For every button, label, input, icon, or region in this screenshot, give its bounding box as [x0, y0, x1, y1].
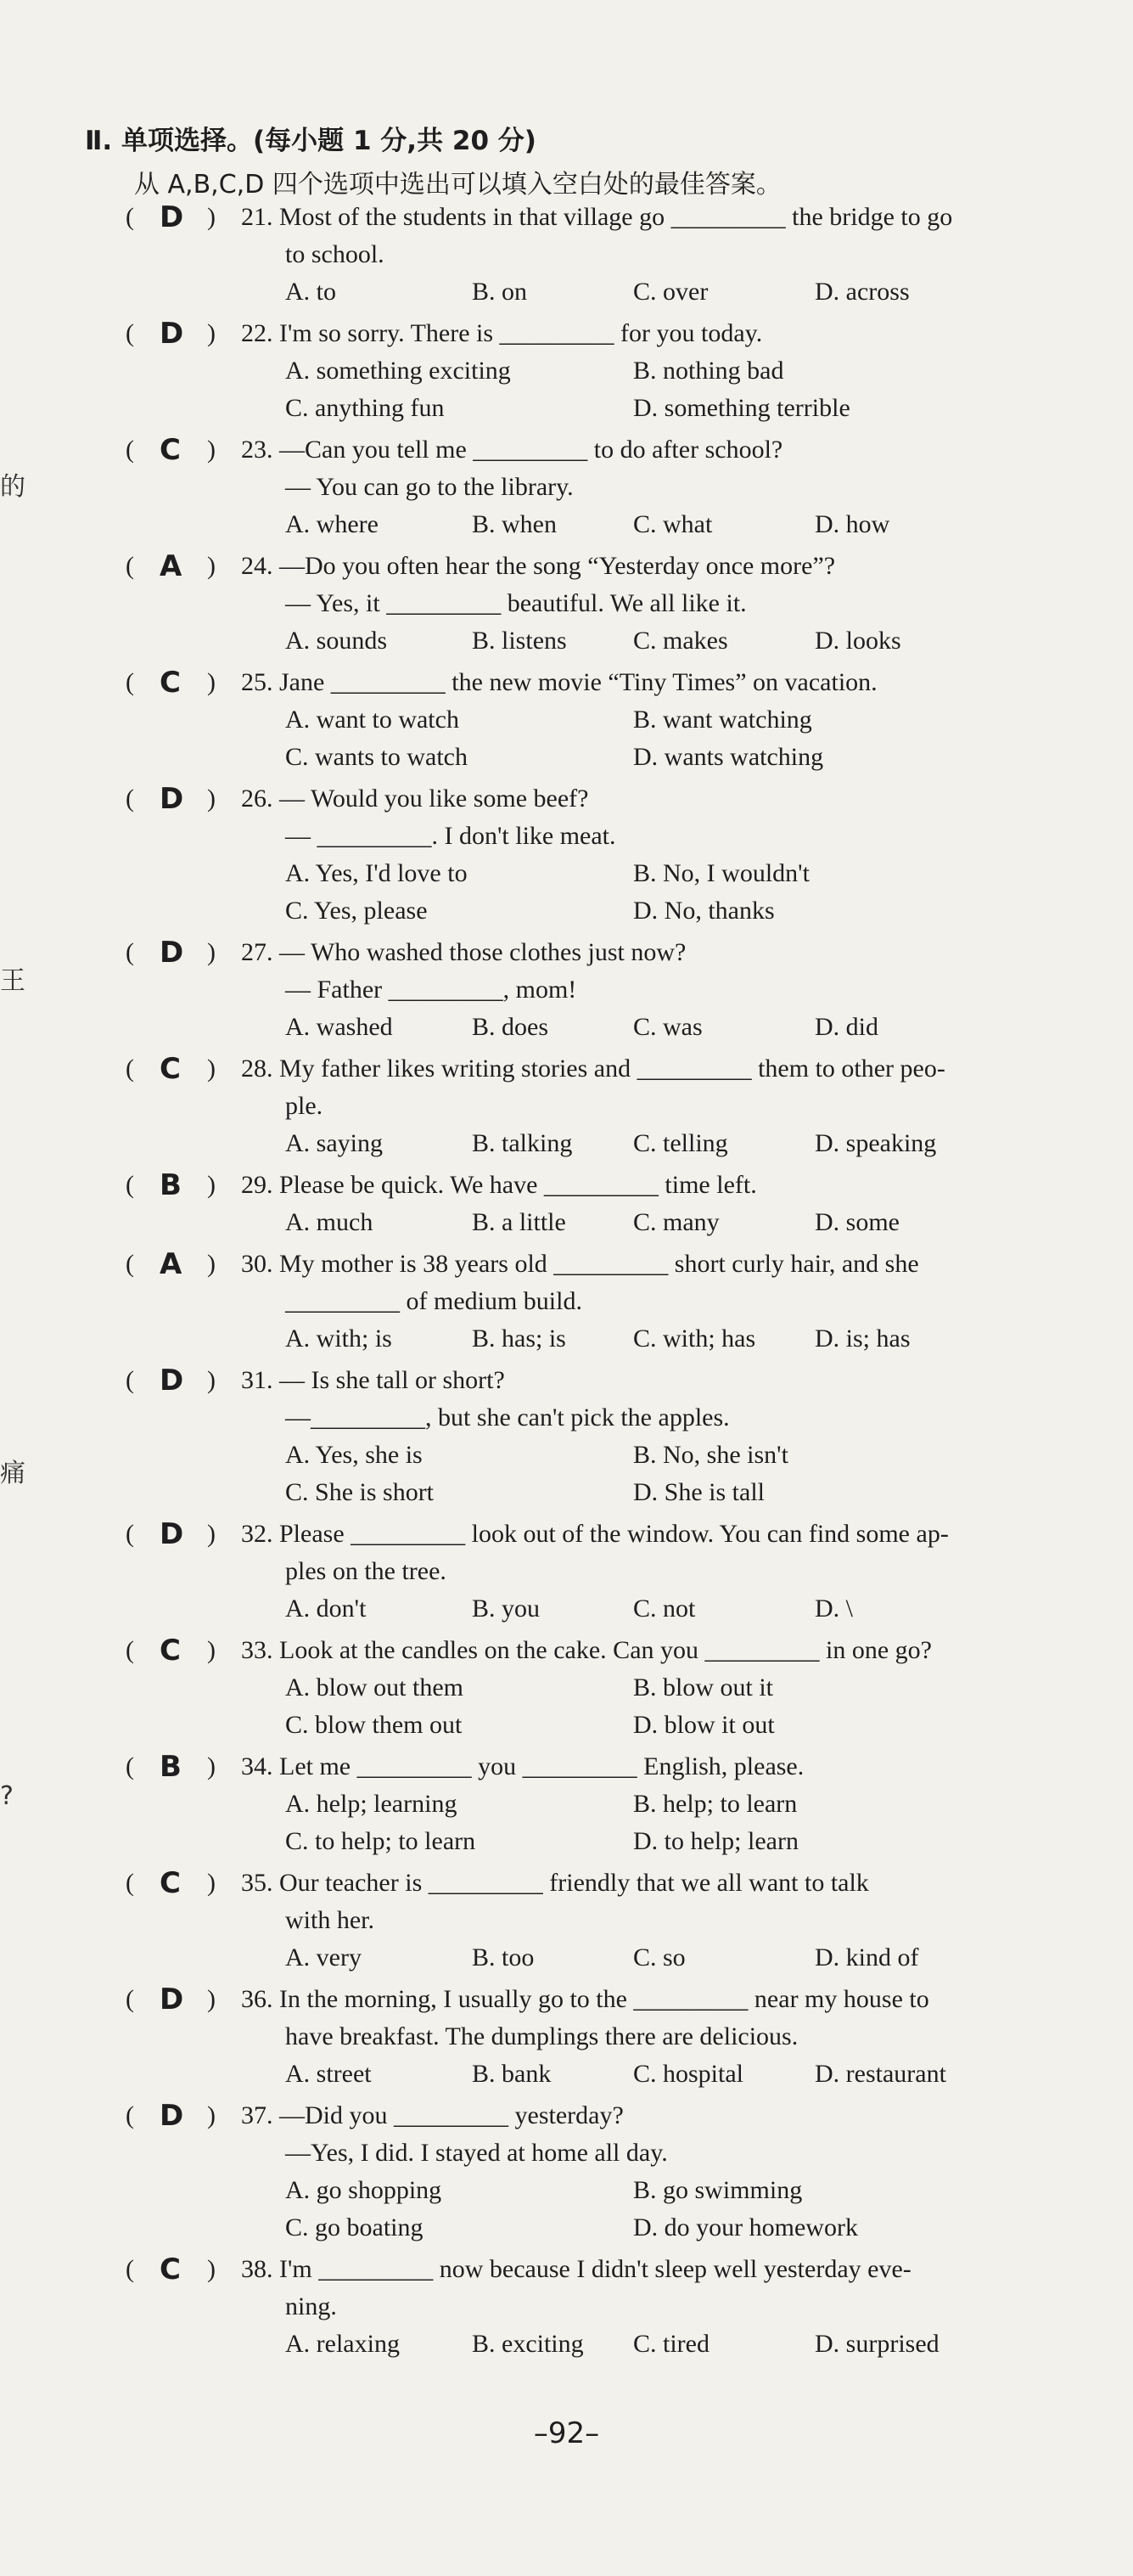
- question-stem: have breakfast. The dumplings there are delicious.: [285, 2022, 799, 2050]
- paren-right: ): [207, 1171, 216, 1199]
- question-line: [0, 1050, 1133, 1088]
- option-b: B. talking: [472, 1129, 573, 1157]
- question-stem: 22. I'm so sorry. There is _________ for you today.: [241, 319, 763, 347]
- option-b: B. No, I wouldn't: [633, 859, 810, 887]
- option-c: C. telling: [633, 1129, 728, 1157]
- option-a: A. very: [285, 1943, 362, 1971]
- question-38: [0, 2251, 1133, 2367]
- margin-char: ?: [0, 1781, 14, 1811]
- option-a: A. where: [285, 510, 379, 538]
- option-a: A. something exciting: [285, 357, 511, 385]
- margin-char: 的: [0, 472, 25, 502]
- question-stem: — You can go to the library.: [285, 473, 574, 501]
- answer-letter: D: [160, 317, 184, 351]
- paren-left: (: [126, 552, 134, 580]
- option-d: D. No, thanks: [633, 897, 775, 925]
- option-d: D. did: [815, 1013, 878, 1041]
- paren-left: (: [126, 1250, 134, 1278]
- option-b: B. listens: [472, 627, 567, 655]
- answer-letter: C: [160, 1052, 181, 1086]
- question-stem: 21. Most of the students in that village go _________ the bridge to go: [241, 203, 953, 231]
- question-stem: 33. Look at the candles on the cake. Can you _________ in one go?: [241, 1636, 932, 1664]
- option-c: C. go boating: [285, 2213, 423, 2241]
- option-d: D. blow it out: [633, 1711, 775, 1739]
- option-c: C. makes: [633, 627, 728, 655]
- question-stem: 38. I'm _________ now because I didn't sleep well yesterday eve-: [241, 2255, 911, 2283]
- question-line: [0, 971, 1133, 1009]
- question-line: [0, 1632, 1133, 1669]
- option-a: A. Yes, I'd love to: [285, 859, 468, 887]
- question-37: [0, 2097, 1133, 2251]
- option-a: A. go shopping: [285, 2176, 442, 2204]
- option-b: B. when: [472, 510, 557, 538]
- question-line: [0, 1865, 1133, 1902]
- option-b: B. has; is: [472, 1325, 566, 1353]
- question-line: [0, 1246, 1133, 1283]
- paren-right: ): [207, 1985, 216, 2013]
- option-b: B. exciting: [472, 2330, 584, 2358]
- options-row: [0, 622, 1133, 660]
- question-line: [0, 1362, 1133, 1399]
- option-c: C. to help; to learn: [285, 1827, 476, 1855]
- option-c: C. wants to watch: [285, 743, 468, 771]
- question-stem: 23. —Can you tell me _________ to do after school?: [241, 436, 783, 464]
- question-line: [0, 1748, 1133, 1786]
- answer-letter: D: [160, 782, 184, 816]
- question-line: [0, 1516, 1133, 1553]
- option-a: A. blow out them: [285, 1673, 463, 1701]
- options-row: [0, 2172, 1133, 2209]
- option-a: A. washed: [285, 1013, 393, 1041]
- paren-right: ): [207, 203, 216, 231]
- options-row: [0, 1204, 1133, 1241]
- question-line: [0, 1167, 1133, 1204]
- question-line: [0, 236, 1133, 273]
- paren-right: ): [207, 319, 216, 347]
- option-d: D. restaurant: [815, 2060, 946, 2088]
- paren-left: (: [126, 1171, 134, 1199]
- paren-right: ): [207, 1869, 216, 1897]
- question-35: [0, 1865, 1133, 1981]
- answer-letter: D: [160, 200, 184, 234]
- option-b: B. want watching: [633, 706, 812, 734]
- option-c: C. anything fun: [285, 394, 445, 422]
- option-c: C. She is short: [285, 1478, 435, 1506]
- question-line: [0, 664, 1133, 701]
- options-row: [0, 1437, 1133, 1474]
- option-d: D. surprised: [815, 2330, 939, 2358]
- question-36: [0, 1981, 1133, 2097]
- option-d: D. some: [815, 1208, 900, 1236]
- paren-left: (: [126, 319, 134, 347]
- answer-letter: B: [160, 1168, 182, 1202]
- question-line: [0, 431, 1133, 469]
- paren-right: ): [207, 1520, 216, 1548]
- options-row: [0, 1707, 1133, 1744]
- paren-left: (: [126, 2255, 134, 2283]
- option-b: B. you: [472, 1595, 541, 1623]
- option-b: B. too: [472, 1943, 535, 1971]
- answer-letter: A: [160, 1247, 182, 1281]
- option-b: B. blow out it: [633, 1673, 774, 1701]
- paren-right: ): [207, 436, 216, 464]
- paren-right: ): [207, 1250, 216, 1278]
- question-stem: — _________. I don't like meat.: [285, 822, 616, 850]
- option-c: C. with; has: [633, 1325, 756, 1353]
- option-b: B. nothing bad: [633, 357, 784, 385]
- option-a: A. much: [285, 1208, 373, 1236]
- question-stem: 36. In the morning, I usually go to the _________ near my house to: [241, 1985, 929, 2013]
- question-line: [0, 1283, 1133, 1320]
- options-row: [0, 1590, 1133, 1628]
- paren-right: ): [207, 1636, 216, 1664]
- paren-right: ): [207, 938, 216, 966]
- answer-letter: C: [160, 666, 181, 700]
- paren-left: (: [126, 2101, 134, 2129]
- section-instruction: 从 A,B,C,D 四个选项中选出可以填入空白处的最佳答案。: [134, 170, 782, 200]
- paren-left: (: [126, 1985, 134, 2013]
- question-line: [0, 469, 1133, 506]
- options-row: [0, 2326, 1133, 2363]
- option-c: C. not: [633, 1595, 696, 1623]
- question-stem: with her.: [285, 1906, 374, 1934]
- options-row: [0, 390, 1133, 427]
- paren-left: (: [126, 785, 134, 813]
- options-row: [0, 739, 1133, 776]
- paren-right: ): [207, 785, 216, 813]
- option-d: D. how: [815, 510, 890, 538]
- option-a: A. saying: [285, 1129, 383, 1157]
- question-list: [0, 199, 1133, 2367]
- section-title: Ⅱ. 单项选择。(每小题 1 分,共 20 分): [85, 126, 536, 156]
- option-a: A. street: [285, 2060, 372, 2088]
- answer-letter: D: [160, 2099, 184, 2133]
- question-stem: 35. Our teacher is _________ friendly that we all want to talk: [241, 1869, 869, 1897]
- question-line: [0, 2134, 1133, 2172]
- option-c: C. hospital: [633, 2060, 744, 2088]
- options-row: [0, 1669, 1133, 1707]
- question-stem: ples on the tree.: [285, 1557, 446, 1585]
- question-stem: — Father _________, mom!: [285, 976, 577, 1004]
- question-line: [0, 585, 1133, 622]
- option-d: D. is; has: [815, 1325, 911, 1353]
- options-row: [0, 701, 1133, 739]
- options-row: [0, 855, 1133, 892]
- question-stem: 24. —Do you often hear the song “Yesterday once more”?: [241, 552, 836, 580]
- question-line: [0, 818, 1133, 855]
- answer-letter: C: [160, 2253, 181, 2286]
- paren-left: (: [126, 203, 134, 231]
- option-b: B. No, she isn't: [633, 1441, 788, 1469]
- question-22: [0, 315, 1133, 431]
- question-line: [0, 934, 1133, 971]
- question-24: [0, 548, 1133, 664]
- question-line: [0, 2251, 1133, 2288]
- question-30: [0, 1246, 1133, 1362]
- question-line: [0, 548, 1133, 585]
- question-stem: 30. My mother is 38 years old _________ short curly hair, and she: [241, 1250, 919, 1278]
- question-stem: —_________, but she can't pick the apples.: [285, 1403, 730, 1431]
- question-line: [0, 1553, 1133, 1590]
- paren-right: ): [207, 1366, 216, 1394]
- paren-left: (: [126, 1366, 134, 1394]
- question-stem: _________ of medium build.: [285, 1287, 582, 1315]
- option-a: A. don't: [285, 1595, 367, 1623]
- paren-left: (: [126, 1752, 134, 1780]
- question-32: [0, 1516, 1133, 1632]
- question-stem: ple.: [285, 1092, 323, 1120]
- options-row: [0, 1125, 1133, 1162]
- page-number: –92–: [533, 2416, 600, 2450]
- paren-right: ): [207, 1055, 216, 1083]
- answer-letter: C: [160, 433, 181, 467]
- answer-letter: D: [160, 1517, 184, 1551]
- question-stem: 27. — Who washed those clothes just now?: [241, 938, 687, 966]
- option-c: C. what: [633, 510, 713, 538]
- paren-right: ): [207, 552, 216, 580]
- option-b: B. go swimming: [633, 2176, 803, 2204]
- answer-letter: A: [160, 549, 182, 583]
- paren-right: ): [207, 2255, 216, 2283]
- question-line: [0, 1088, 1133, 1125]
- question-26: [0, 780, 1133, 934]
- question-stem: 25. Jane _________ the new movie “Tiny Times” on vacation.: [241, 668, 878, 696]
- option-c: C. was: [633, 1013, 703, 1041]
- paren-left: (: [126, 1055, 134, 1083]
- question-line: [0, 1981, 1133, 2018]
- option-c: C. many: [633, 1208, 720, 1236]
- option-d: D. do your homework: [633, 2213, 858, 2241]
- options-row: [0, 273, 1133, 311]
- option-a: A. relaxing: [285, 2330, 400, 2358]
- paren-left: (: [126, 436, 134, 464]
- question-line: [0, 2018, 1133, 2056]
- options-row: [0, 352, 1133, 390]
- question-34: [0, 1748, 1133, 1865]
- question-stem: 37. —Did you _________ yesterday?: [241, 2101, 624, 2129]
- question-23: [0, 431, 1133, 548]
- options-row: [0, 1823, 1133, 1860]
- paren-left: (: [126, 938, 134, 966]
- option-a: A. with; is: [285, 1325, 392, 1353]
- paren-right: ): [207, 668, 216, 696]
- paren-right: ): [207, 1752, 216, 1780]
- question-31: [0, 1362, 1133, 1516]
- options-row: [0, 892, 1133, 930]
- options-row: [0, 1939, 1133, 1977]
- question-stem: 32. Please _________ look out of the window. You can find some ap-: [241, 1520, 949, 1548]
- margin-char: 痛: [0, 1459, 25, 1488]
- option-b: B. does: [472, 1013, 548, 1041]
- option-d: D. looks: [815, 627, 901, 655]
- option-a: A. want to watch: [285, 706, 459, 734]
- option-b: B. a little: [472, 1208, 566, 1236]
- option-a: A. sounds: [285, 627, 388, 655]
- option-b: B. bank: [472, 2060, 552, 2088]
- option-b: B. on: [472, 278, 528, 306]
- question-line: [0, 780, 1133, 818]
- answer-letter: D: [160, 936, 184, 970]
- question-stem: —Yes, I did. I stayed at home all day.: [285, 2139, 668, 2167]
- options-row: [0, 2056, 1133, 2093]
- option-d: D. wants watching: [633, 743, 824, 771]
- paren-left: (: [126, 1636, 134, 1664]
- question-28: [0, 1050, 1133, 1167]
- question-25: [0, 664, 1133, 780]
- option-a: A. Yes, she is: [285, 1441, 423, 1469]
- option-d: D. \: [815, 1595, 853, 1623]
- option-c: C. Yes, please: [285, 897, 428, 925]
- option-c: C. blow them out: [285, 1711, 463, 1739]
- question-stem: 31. — Is she tall or short?: [241, 1366, 505, 1394]
- answer-letter: B: [160, 1750, 182, 1784]
- option-d: D. across: [815, 278, 910, 306]
- option-c: C. so: [633, 1943, 686, 1971]
- question-line: [0, 2097, 1133, 2134]
- answer-letter: D: [160, 1983, 184, 2016]
- option-c: C. tired: [633, 2330, 710, 2358]
- answer-letter: D: [160, 1364, 184, 1398]
- question-stem: to school.: [285, 240, 384, 268]
- options-row: [0, 1474, 1133, 1511]
- options-row: [0, 1009, 1133, 1046]
- options-row: [0, 1320, 1133, 1358]
- question-line: [0, 315, 1133, 352]
- question-stem: 28. My father likes writing stories and _________ them to other peo-: [241, 1055, 945, 1083]
- option-d: D. something terrible: [633, 394, 850, 422]
- question-29: [0, 1167, 1133, 1246]
- option-d: D. kind of: [815, 1943, 919, 1971]
- question-stem: 29. Please be quick. We have _________ time left.: [241, 1171, 757, 1199]
- paren-right: ): [207, 2101, 216, 2129]
- question-21: [0, 199, 1133, 315]
- options-row: [0, 506, 1133, 543]
- question-stem: 34. Let me _________ you _________ English, please.: [241, 1752, 805, 1780]
- options-row: [0, 2209, 1133, 2247]
- question-line: [0, 1902, 1133, 1939]
- margin-char: 王: [0, 966, 25, 996]
- option-b: B. help; to learn: [633, 1790, 798, 1818]
- option-a: A. to: [285, 278, 336, 306]
- answer-letter: C: [160, 1634, 181, 1668]
- question-stem: — Yes, it _________ beautiful. We all like it.: [285, 589, 747, 617]
- paren-left: (: [126, 668, 134, 696]
- question-27: [0, 934, 1133, 1050]
- option-c: C. over: [633, 278, 709, 306]
- option-d: D. She is tall: [633, 1478, 765, 1506]
- question-line: [0, 1399, 1133, 1437]
- option-a: A. help; learning: [285, 1790, 457, 1818]
- question-stem: ning.: [285, 2292, 337, 2320]
- options-row: [0, 1786, 1133, 1823]
- question-stem: 26. — Would you like some beef?: [241, 785, 589, 813]
- question-line: [0, 199, 1133, 236]
- answer-letter: C: [160, 1866, 181, 1900]
- option-d: D. to help; learn: [633, 1827, 799, 1855]
- question-33: [0, 1632, 1133, 1748]
- question-line: [0, 2288, 1133, 2326]
- option-d: D. speaking: [815, 1129, 937, 1157]
- paren-left: (: [126, 1520, 134, 1548]
- paren-left: (: [126, 1869, 134, 1897]
